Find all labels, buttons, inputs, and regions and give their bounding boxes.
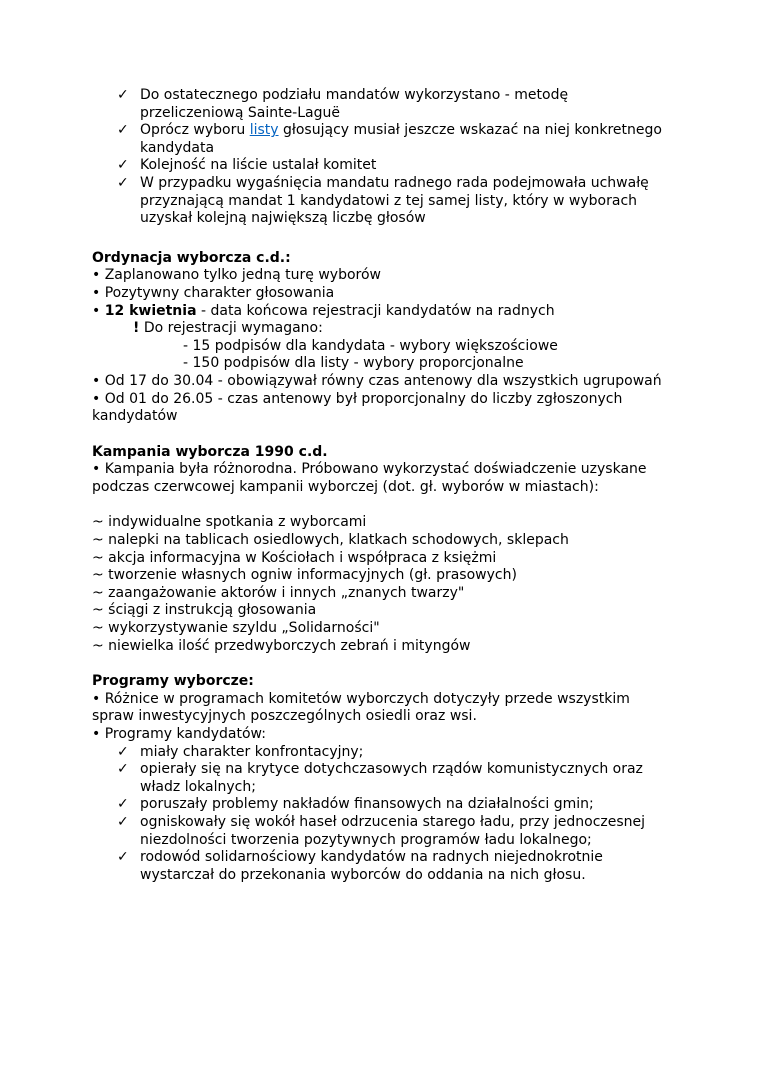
- bold-date: 12 kwietnia: [104, 302, 197, 319]
- list-item-text: Kolejność na liście ustalał komitet: [140, 157, 377, 174]
- tilde-list-item: ~ niewielka ilość przedwyborczych zebrań i mityngów: [92, 637, 471, 654]
- checkmark-icon: ✓: [117, 122, 129, 139]
- tilde-list-item: ~ tworzenie własnych ogniw informacyjnych (gł. prasowych): [92, 567, 517, 584]
- tilde-list-item: ~ wykorzystywanie szyldu „Solidarności": [92, 620, 380, 637]
- checkmark-icon: ✓: [117, 761, 129, 778]
- tilde-list-item: ~ nalepki na tablicach osiedlowych, klatkach schodowych, sklepach: [92, 532, 569, 549]
- paragraph: - 150 podpisów dla listy - wybory proporcjonalne: [183, 355, 524, 372]
- checkmark-icon: ✓: [117, 157, 129, 174]
- list-item-text: opierały się na krytyce dotychczasowych rządów komunistycznych oraz władz lokalnych;: [140, 761, 643, 795]
- paragraph: [92, 303, 662, 321]
- list-item: [92, 744, 662, 762]
- list-item-text: ogniskowały się wokół haseł odrzucenia starego ładu, przy jednoczesnej niezdolności tworzenia pozytywnych programów ładu lokalnego;: [140, 813, 646, 848]
- section-heading: Programy wyborcze:: [92, 673, 254, 690]
- requirement-text: Do rejestracji wymagano:: [139, 320, 323, 337]
- paragraph: • Pozytywny charakter głosowania: [92, 284, 335, 301]
- checkmark-icon: ✓: [117, 743, 129, 760]
- checkmark-icon: ✓: [117, 174, 129, 191]
- checkmark-icon: ✓: [117, 849, 129, 866]
- list-item: [92, 87, 662, 122]
- tilde-list-item: ~ zaangażowanie aktorów i innych „znanych twarzy": [92, 584, 465, 601]
- paragraph: • Kampania była różnorodna. Próbowano wykorzystać doświadczenie uzyskane podczas czerwcowej kampanii wyborczej (dot. gł. wyborów w miastach):: [92, 461, 647, 495]
- list-item-text: W przypadku wygaśnięcia mandatu radnego rada podejmowała uchwałę przyznającą mandat 1 kandydatowi z tej samej listy, który w wyborach uzyskał kolejną największą liczbę głosów: [140, 174, 649, 227]
- checkmark-icon: ✓: [117, 796, 129, 813]
- paragraph: • Od 17 do 30.04 - obowiązywał równy czas antenowy dla wszystkich ugrupowań: [92, 372, 662, 389]
- list-item-text: rodowód solidarnościowy kandydatów na radnych niejednokrotnie wystarczał do przekonania wyborców do oddania na nich głosu.: [140, 849, 603, 883]
- list-item: [92, 761, 662, 796]
- list-item-text: Do ostatecznego podziału mandatów wykorzystano - metodę przeliczeniową Sainte-Laguë: [140, 87, 569, 121]
- listy-link[interactable]: listy: [249, 122, 279, 139]
- section-ordynacja: [92, 250, 662, 426]
- list-item: [92, 175, 662, 228]
- paragraph: • Zaplanowano tylko jedną turę wyborów: [92, 267, 382, 284]
- paragraph: • Różnice w programach komitetów wyborczych dotyczyły przede wszystkim spraw inwestycyjnych poszczególnych osiedli oraz wsi.: [92, 690, 630, 725]
- checkmark-icon: ✓: [117, 87, 129, 103]
- section-heading: Kampania wyborcza 1990 c.d.: [92, 443, 328, 460]
- bold-exclamation: !: [133, 320, 140, 337]
- paragraph: • Programy kandydatów:: [92, 726, 266, 742]
- paragraph: - 15 podpisów dla kandydata - wybory większościowe: [183, 337, 558, 354]
- section-heading: Ordynacja wyborcza c.d.:: [92, 249, 291, 266]
- section-kampania: [92, 444, 662, 656]
- tilde-list-item: ~ ściągi z instrukcją głosowania: [92, 602, 317, 619]
- checkmark-icon: ✓: [117, 813, 129, 830]
- list-item: [92, 814, 662, 849]
- intro-check-list: [92, 87, 662, 228]
- tilde-list-item: ~ indywidualne spotkania z wyborcami: [92, 514, 367, 531]
- tilde-list-item: ~ akcja informacyjna w Kościołach i współpraca z księżmi: [92, 549, 497, 566]
- paragraph: [92, 320, 662, 338]
- bullet-rest: - data końcowa rejestracji kandydatów na radnych: [196, 302, 555, 319]
- list-item: [92, 796, 662, 814]
- blank-line: [92, 426, 662, 444]
- blank-line: [92, 228, 662, 250]
- list-item-text: miały charakter konfrontacyjny;: [140, 743, 364, 760]
- list-item-text: [140, 122, 662, 157]
- text-before-link: Oprócz wyboru: [140, 122, 250, 139]
- list-item: [92, 849, 662, 884]
- list-item: [92, 157, 662, 175]
- text-after-link: głosujący musiał jeszcze wskazać na niej konkretnego kandydata: [140, 122, 662, 156]
- section-programy: [92, 673, 662, 884]
- list-item: [92, 122, 662, 157]
- bullet-prefix: •: [92, 302, 105, 319]
- paragraph: • Od 01 do 26.05 - czas antenowy był proporcjonalny do liczby zgłoszonych kandydatów: [92, 390, 623, 425]
- list-item-text: poruszały problemy nakładów finansowych na działalności gmin;: [140, 796, 594, 813]
- blank-line: [92, 496, 662, 514]
- blank-line: [92, 655, 662, 673]
